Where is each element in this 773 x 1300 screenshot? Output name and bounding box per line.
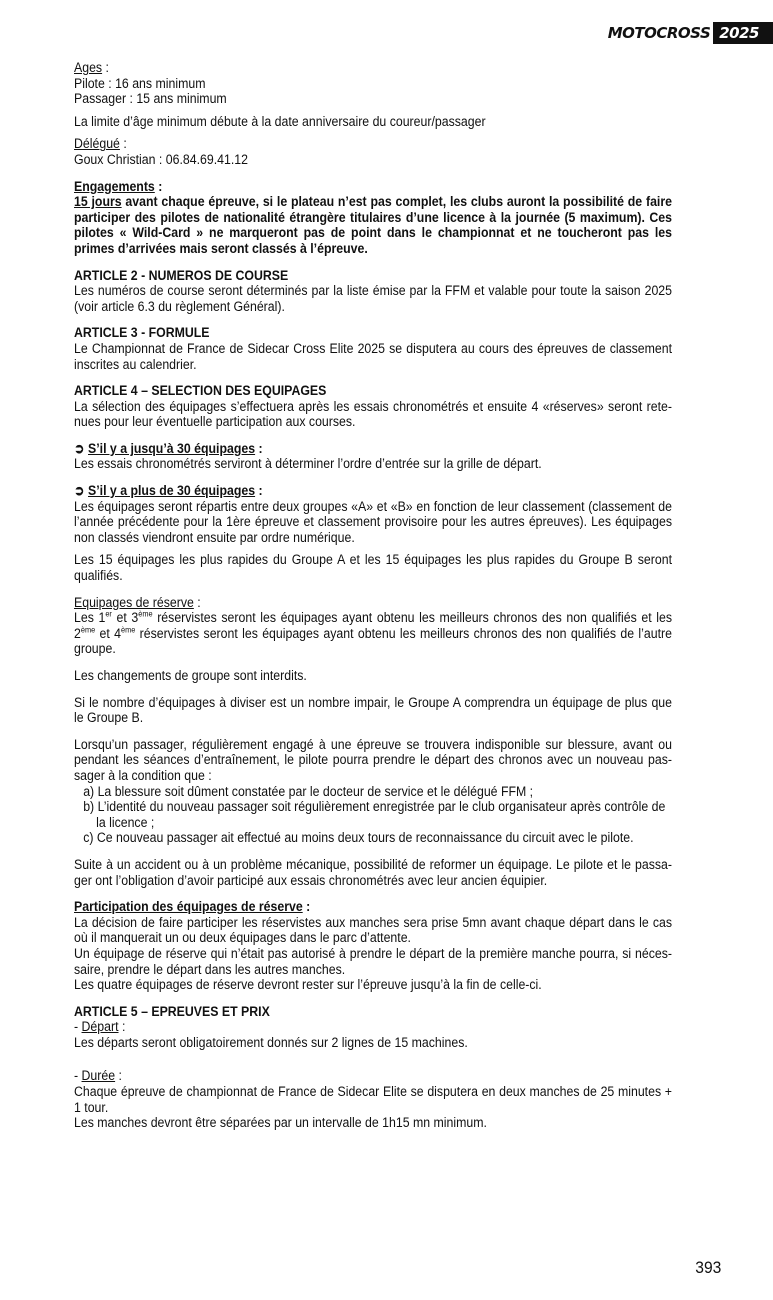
engagements-text: 15 jours avant chaque épreuve, si le plateau n’est pas complet, les clubs auront la possibilité de faire participer des pilotes de nationalité étrangère titulaires d’une licence à la journée (5 maximum). Ces pilotes « Wild-Card » ne marqueront pas de point dans le championnat et ne toucheront pas les primes d’arrivées mais seront classés à l’épreuve.: [74, 194, 672, 256]
article4-text: La sélection des équipages s’effectuera après les essais chronométrés et ensuite 4 «réserves» seront rete-nues pour leur éventuelle participation aux courses.: [74, 398, 672, 430]
passenger-intro-text: Lorsqu’un passager, régulièrement engagé à une épreuve se trouvera indisponible sur blessure, avant ou pendant les séances d’entraînement, le pilote pourra prendre le départ des chronos avec un nouveau pas-sager à la condition que :: [74, 736, 672, 783]
ages-pilot: Pilote : 16 ans minimum: [74, 75, 206, 91]
header-title: MOTOCROSS: [607, 24, 711, 42]
duree-text: Chaque épreuve de championnat de France de Sidecar Elite se disputera en deux manches de 25 minutes + 1 tour.: [74, 1084, 672, 1115]
arrow-right-icon: ➲: [74, 440, 85, 456]
running-header: [608, 22, 773, 44]
list-item: a) La blessure soit dûment constatée par le docteur de service et le délégué FFM ;: [83, 783, 534, 799]
duree-text2: Les manches devront être séparées par un intervalle de 1h15 mn minimum.: [74, 1115, 487, 1131]
group-change-text: Les changements de groupe sont interdits.: [74, 668, 307, 683]
accident-text: Suite à un accident ou à un problème mécanique, possibilité de reformer un équipage. Le pilote et le passa-ger ont l’obligation d’avoir participé aux essais chronométrés avec leur ancien équipier.: [74, 856, 672, 888]
delegate-heading: Délégué :: [74, 136, 127, 152]
case1-heading: ➲ S’il y a jusqu’à 30 équipages :: [74, 440, 263, 456]
ages-passenger: Passager : 15 ans minimum: [74, 91, 227, 107]
case2-text: Les équipages seront répartis entre deux groupes «A» et «B» en fonction de leur classement (classement de l’année précédente pour la 1ère épreuve et classement provisoire pour les autres épreuves). Les équipages non classés viendront ensuite par ordre numérique.: [74, 498, 672, 545]
case1-text: Les essais chronométrés serviront à déterminer l’ordre d’entrée sur la grille de départ.: [74, 456, 542, 472]
depart-text: Les départs seront obligatoirement donnés sur 2 lignes de 15 machines.: [74, 1034, 468, 1050]
ages-heading: Ages :: [74, 60, 109, 75]
page-number: 393: [694, 1258, 721, 1277]
reserve-heading: Equipages de réserve :: [74, 594, 201, 610]
participation-text-3: Les quatre équipages de réserve devront rester sur l’épreuve jusqu’à la fin de celle-ci.: [74, 977, 542, 993]
participation-heading: Participation des équipages de réserve :: [74, 899, 311, 915]
article5-title: ARTICLE 5 – EPREUVES ET PRIX: [74, 1003, 270, 1019]
header-year: 2025: [713, 22, 773, 44]
article2-text: Les numéros de course seront déterminés par la liste émise par la FFM et valable pour toute la saison 2025 (voir article 6.3 du règlement Général).: [74, 283, 672, 314]
page-content: [74, 60, 672, 1131]
ages-note: La limite d’âge minimum débute à la date anniversaire du coureur/passager: [74, 113, 486, 129]
case2-heading: ➲ S’il y a plus de 30 équipages :: [74, 483, 263, 499]
case2-text2: Les 15 équipages les plus rapides du Groupe A et les 15 équipages les plus rapides du Groupe B seront qualifiés.: [74, 552, 672, 584]
article4-title: ARTICLE 4 – SELECTION DES EQUIPAGES: [74, 383, 327, 399]
list-item: b) L’identité du nouveau passager soit régulièrement enregistrée par le club organisateur après contrôle de la licence ;: [83, 799, 666, 830]
arrow-right-icon: ➲: [74, 483, 85, 499]
delegate-name: Goux Christian : 06.84.69.41.12: [74, 151, 248, 167]
article2-title: ARTICLE 2 - NUMEROS DE COURSE: [74, 267, 289, 283]
participation-text-1: La décision de faire participer les réservistes aux manches sera prise 5mn avant chaque départ dans le cas où il manquerait un ou deux équipages dans le parc d’attente.: [74, 914, 672, 946]
depart-heading: - Départ :: [74, 1019, 126, 1035]
article3-text: Le Championnat de France de Sidecar Cross Elite 2025 se disputera au cours des épreuves de classement inscrites au calendrier.: [74, 340, 672, 372]
conditions-list: [74, 784, 672, 846]
odd-number-text: Si le nombre d’équipages à diviser est un nombre impair, le Groupe A comprendra un équipage de plus que le Groupe B.: [74, 694, 672, 726]
engagements-heading: Engagements :: [74, 178, 163, 194]
duree-heading: - Durée :: [74, 1068, 122, 1084]
article3-title: ARTICLE 3 - FORMULE: [74, 325, 210, 341]
list-item: c) Ce nouveau passager ait effectué au moins deux tours de reconnaissance du circuit avec le pilote.: [83, 830, 634, 846]
reserve-text: Les 1er et 3ème réservistes seront les équipages ayant obtenu les meilleurs chronos des non qualifiés et les 2ème et 4ème réservistes seront les équipages ayant obtenu les meilleurs chronos des non qualifiés de l’autre groupe.: [74, 609, 673, 657]
participation-text-2: Un équipage de réserve qui n’était pas autorisé à prendre le départ de la première manche pourra, si néces-saire, prendre le départ dans les autres manches.: [74, 945, 672, 977]
